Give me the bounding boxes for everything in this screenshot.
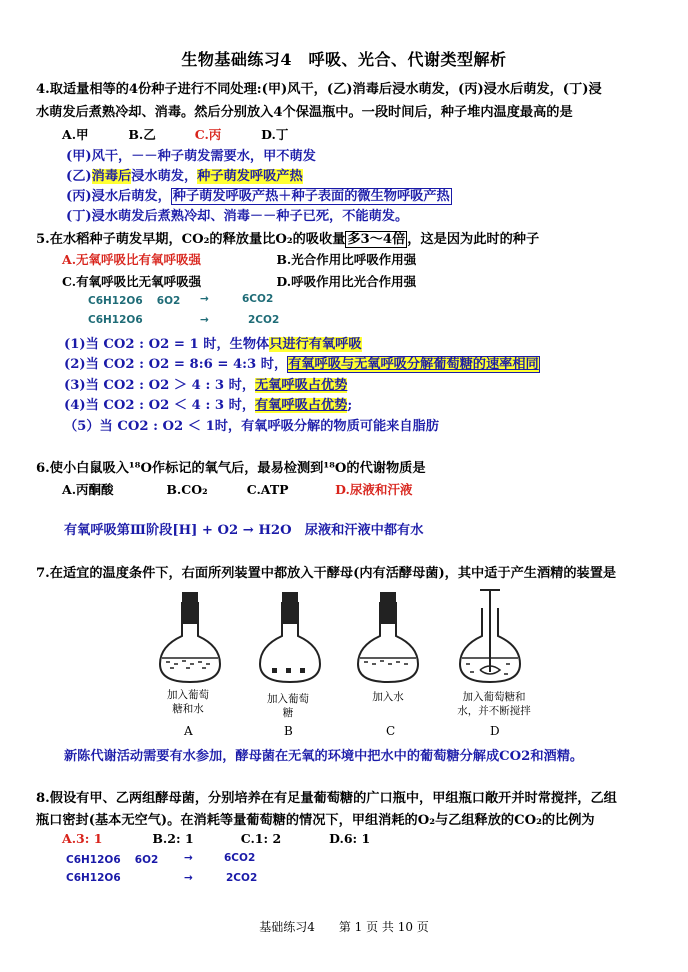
q5-rule-4: (4)当 CO2 : O2 ＜ 4 : 3 时，有氧呼吸占优势; [64, 398, 353, 413]
q6-option-a: A.丙酮酸 [62, 482, 114, 497]
q5-rule-1: (1)当 CO2 : O2 = 1 时，生物体只进行有氧呼吸 [64, 337, 362, 352]
q7-flasks-diagram [148, 588, 548, 692]
flask-c-label: 加入水 [372, 691, 404, 703]
q8-option-d: D.6: 1 [329, 831, 371, 846]
q8-equation-anaerobic: C6H12O6 → 2CO2 [66, 872, 258, 884]
q4-option-a: A.甲 [62, 127, 89, 142]
q5-equation-anaerobic: C6H12O6 → 2CO2 [88, 314, 280, 326]
q6-options [62, 480, 412, 498]
q4-explain-a: (甲)风干，－－种子萌发需要水，甲不萌发 [66, 149, 316, 164]
q8-option-b: B.2: 1 [152, 831, 194, 846]
flask-d [460, 590, 520, 682]
q4-option-d: D.丁 [261, 127, 289, 142]
q4-explain-b: (乙)消毒后浸水萌发，种子萌发呼吸产热 [66, 169, 303, 184]
q4-option-c-answer: C.丙 [194, 127, 222, 142]
q6-option-d-answer: D.尿液和汗液 [335, 482, 413, 497]
q6-explain: 有氧呼吸第Ⅲ阶段[H] + O2 → H2O 尿液和汗液中都有水 [64, 523, 424, 538]
page-footer: 基础练习4 第 1 页 共 10 页 [259, 920, 429, 934]
q4-explain-d: (丁)浸水萌发后煮熟冷却、消毒－－种子已死，不能萌发。 [66, 209, 409, 224]
q5-option-a-answer: A.无氧呼吸比有氧呼吸强 [62, 252, 202, 267]
flask-c [358, 592, 418, 682]
q4-line1: 4.取适量相等的4份种子进行不同处理:(甲)风干，(乙)消毒后浸水萌发，(丙)浸水后萌发，(丁)浸 [36, 82, 602, 97]
q5-equation-aerobic: C6H12O6 6O2 → 6CO2 [88, 293, 274, 307]
q5-option-d: D.呼吸作用比光合作用强 [276, 274, 417, 289]
q5-rule-2: (2)当 CO2 : O2 = 8:6 = 4:3 时，有氧呼吸与无氧呼吸分解葡萄糖的速率相同 [64, 357, 539, 372]
q4-options [62, 125, 288, 143]
flask-b [260, 592, 320, 682]
q6-option-c: C.ATP [246, 482, 289, 497]
q5-option-b: B.光合作用比呼吸作用强 [276, 252, 417, 267]
flask-a-letter: A [184, 724, 193, 738]
flask-c-letter: C [386, 724, 396, 738]
q4-explain-c: (丙)浸水后萌发， 种子萌发呼吸产热＋种子表面的微生物呼吸产热 [66, 189, 450, 204]
q6-line1: 6.使小白鼠吸入¹⁸O作标记的氧气后，最易检测到¹⁸O的代谢物质是 [36, 461, 426, 476]
q7-line1: 7.在适宜的温度条件下，右面所列装置中都放入干酵母(内有活酵母菌)，其中适于产生酒精的装置是 [36, 566, 617, 581]
q5-options-row2 [62, 272, 416, 290]
flask-a-label: 加入葡萄 糖和水 [167, 689, 209, 715]
q5-options-row1 [62, 250, 416, 268]
q8-line2: 瓶口密封(基本无空气)。在消耗等量葡萄糖的情况下，甲组消耗的O₂与乙组释放的CO₂的比例为 [36, 813, 595, 828]
q7-explain: 新陈代谢活动需要有水参加，酵母菌在无氧的环境中把水中的葡萄糖分解成CO2和酒精。 [64, 749, 584, 764]
flask-b-label: 加入葡萄 糖 [267, 693, 309, 719]
q4-line2: 水萌发后煮熟冷却、消毒。然后分别放入4个保温瓶中。一段时间后，种子堆内温度最高的是 [36, 105, 573, 120]
q5-option-c: C.有氧呼吸比无氧呼吸强 [62, 274, 202, 289]
q8-option-c: C.1: 2 [240, 831, 282, 846]
q8-equation-aerobic: C6H12O6 6O2 → 6CO2 [66, 852, 256, 866]
q8-line1: 8.假设有甲、乙两组酵母菌，分别培养在有足量葡萄糖的广口瓶中，甲组瓶口敞开并时常搅拌，乙组 [36, 791, 617, 806]
flask-a [160, 592, 220, 682]
q5-rule-3: (3)当 CO2 : O2 ＞ 4 : 3 时，无氧呼吸占优势 [64, 378, 348, 393]
q5-line1: 5.在水稻种子萌发早期，CO₂的释放量比O₂的吸收量 多3～4倍 ，这是因为此时的种子 [36, 232, 540, 247]
flask-d-label: 加入葡萄糖和 水，并不断搅拌 [457, 691, 531, 717]
page-title: 生物基础练习4 呼吸、光合、代谢类型解析 [181, 50, 507, 69]
flask-b-letter: B [284, 724, 293, 738]
q4-option-b: B.乙 [128, 127, 156, 142]
q6-option-b: B.CO₂ [166, 482, 208, 497]
q5-rule-5: （5）当 CO2 : O2 ＜ 1时，有氧呼吸分解的物质可能来自脂肪 [64, 419, 439, 434]
q8-option-a-answer: A.3: 1 [62, 831, 103, 846]
q8-options [62, 831, 370, 846]
flask-d-letter: D [490, 724, 500, 738]
